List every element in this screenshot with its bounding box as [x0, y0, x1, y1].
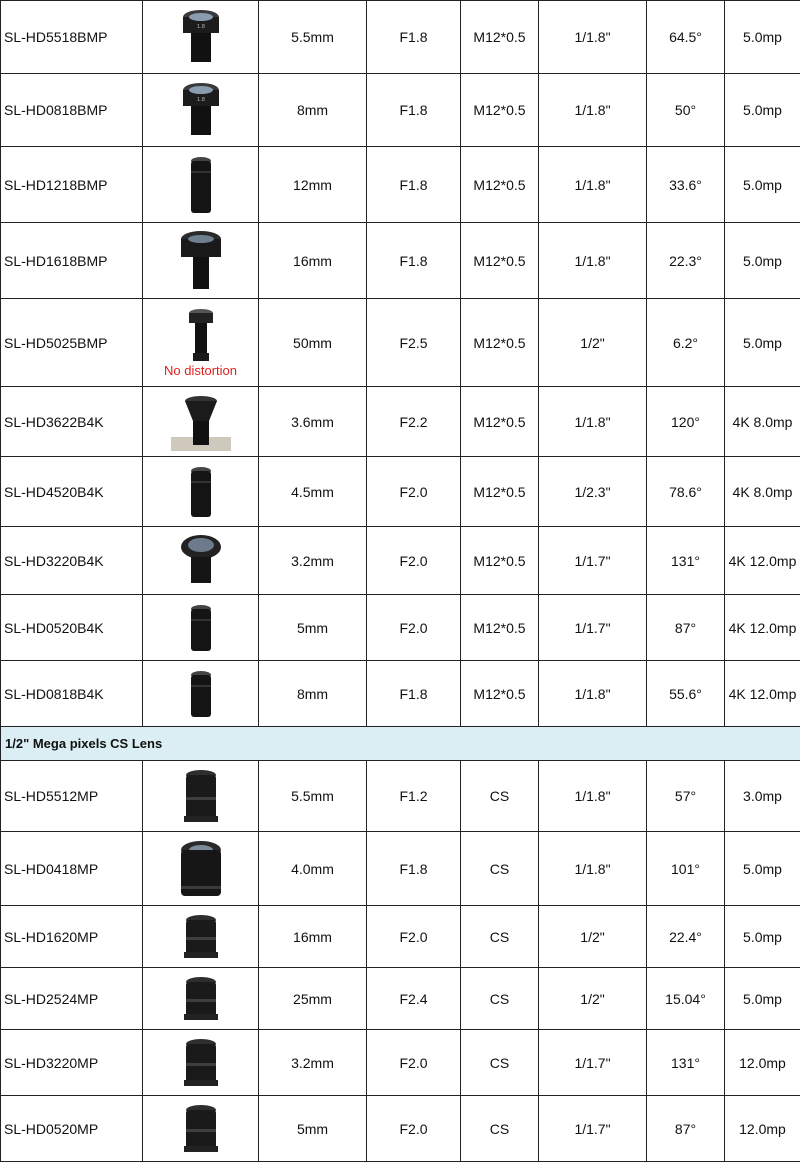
sensor-size-cell: 1/1.8" — [539, 661, 647, 727]
mount-cell: CS — [461, 1030, 539, 1096]
aperture-cell: F2.0 — [367, 1030, 461, 1096]
mount-cell: M12*0.5 — [461, 223, 539, 299]
resolution-cell: 5.0mp — [725, 299, 800, 387]
aperture-cell: F2.4 — [367, 968, 461, 1030]
resolution-cell: 4K 8.0mp — [725, 387, 800, 457]
lens-image-cell — [143, 1096, 259, 1162]
aperture-cell: F2.0 — [367, 595, 461, 661]
table-row — [1, 1096, 800, 1162]
mount-cell: CS — [461, 968, 539, 1030]
field-of-view-cell: 50° — [647, 74, 725, 147]
table-row — [1, 968, 800, 1030]
sensor-size-cell: 1/1.8" — [539, 147, 647, 223]
aperture-cell: F1.8 — [367, 223, 461, 299]
resolution-cell: 5.0mp — [725, 1, 800, 74]
m12-lens-cone-icon — [143, 393, 258, 451]
lens-image-cell — [143, 832, 259, 906]
mount-cell: CS — [461, 906, 539, 968]
model-cell: SL-HD5512MP — [1, 761, 143, 832]
mount-cell: M12*0.5 — [461, 387, 539, 457]
svg-text:1.8: 1.8 — [196, 23, 205, 30]
resolution-cell: 4K 12.0mp — [725, 661, 800, 727]
model-cell: SL-HD4520B4K — [1, 457, 143, 527]
lens-image-cell — [143, 661, 259, 727]
sensor-size-cell: 1/1.8" — [539, 223, 647, 299]
field-of-view-cell: 64.5° — [647, 1, 725, 74]
cs-lens-icon — [143, 974, 258, 1024]
lens-table-body — [1, 1, 800, 1162]
lens-image-cell — [143, 906, 259, 968]
mount-cell: M12*0.5 — [461, 299, 539, 387]
mount-cell: M12*0.5 — [461, 147, 539, 223]
model-cell: SL-HD3220B4K — [1, 527, 143, 595]
section-title: 1/2" Mega pixels CS Lens — [1, 727, 800, 761]
focal-length-cell: 12mm — [259, 147, 367, 223]
resolution-cell: 4K 8.0mp — [725, 457, 800, 527]
mount-cell: CS — [461, 1096, 539, 1162]
table-row — [1, 299, 800, 387]
focal-length-cell: 16mm — [259, 223, 367, 299]
lens-image-cell — [143, 1030, 259, 1096]
sensor-size-cell: 1/1.7" — [539, 1030, 647, 1096]
sensor-size-cell: 1/1.8" — [539, 1, 647, 74]
table-row — [1, 761, 800, 832]
model-cell: SL-HD5025BMP — [1, 299, 143, 387]
sensor-size-cell: 1/1.8" — [539, 761, 647, 832]
lens-note: No distortion — [164, 363, 237, 378]
sensor-size-cell: 1/1.7" — [539, 527, 647, 595]
model-cell: SL-HD5518BMP — [1, 1, 143, 74]
cs-lens-icon — [143, 1036, 258, 1090]
lens-image-cell — [143, 761, 259, 832]
m12-lens-tall-icon — [143, 80, 258, 141]
mount-cell: CS — [461, 761, 539, 832]
resolution-cell: 5.0mp — [725, 832, 800, 906]
field-of-view-cell: 33.6° — [647, 147, 725, 223]
lens-image-cell — [143, 527, 259, 595]
field-of-view-cell: 55.6° — [647, 661, 725, 727]
resolution-cell: 12.0mp — [725, 1030, 800, 1096]
cs-lens-icon — [143, 1102, 258, 1156]
sensor-size-cell: 1/2" — [539, 968, 647, 1030]
focal-length-cell: 3.6mm — [259, 387, 367, 457]
m12-lens-barrel-icon — [143, 463, 258, 521]
svg-text:1.8: 1.8 — [196, 96, 205, 103]
field-of-view-cell: 87° — [647, 1096, 725, 1162]
field-of-view-cell: 22.3° — [647, 223, 725, 299]
field-of-view-cell: 131° — [647, 527, 725, 595]
mount-cell: M12*0.5 — [461, 595, 539, 661]
focal-length-cell: 25mm — [259, 968, 367, 1030]
table-row — [1, 1, 800, 74]
resolution-cell: 3.0mp — [725, 761, 800, 832]
aperture-cell: F2.0 — [367, 906, 461, 968]
lens-image-cell — [143, 968, 259, 1030]
m12-lens-tall-icon — [143, 7, 258, 68]
resolution-cell: 5.0mp — [725, 223, 800, 299]
sensor-size-cell: 1/2" — [539, 299, 647, 387]
mount-cell: M12*0.5 — [461, 1, 539, 74]
mount-cell: M12*0.5 — [461, 74, 539, 147]
table-row — [1, 223, 800, 299]
model-cell: SL-HD2524MP — [1, 968, 143, 1030]
resolution-cell: 4K 12.0mp — [725, 527, 800, 595]
focal-length-cell: 5.5mm — [259, 761, 367, 832]
resolution-cell: 5.0mp — [725, 74, 800, 147]
lens-image-cell — [143, 457, 259, 527]
cs-lens-wide-icon — [143, 838, 258, 900]
focal-length-cell: 8mm — [259, 74, 367, 147]
aperture-cell: F2.0 — [367, 457, 461, 527]
sensor-size-cell: 1/1.7" — [539, 595, 647, 661]
lens-image-cell — [143, 147, 259, 223]
focal-length-cell: 16mm — [259, 906, 367, 968]
table-row — [1, 906, 800, 968]
model-cell: SL-HD0418MP — [1, 832, 143, 906]
aperture-cell: F2.5 — [367, 299, 461, 387]
lens-image-cell — [143, 387, 259, 457]
field-of-view-cell: 120° — [647, 387, 725, 457]
aperture-cell: F2.0 — [367, 1096, 461, 1162]
aperture-cell: F1.8 — [367, 832, 461, 906]
resolution-cell: 5.0mp — [725, 968, 800, 1030]
focal-length-cell: 4.5mm — [259, 457, 367, 527]
focal-length-cell: 5.5mm — [259, 1, 367, 74]
table-row — [1, 527, 800, 595]
model-cell: SL-HD3220MP — [1, 1030, 143, 1096]
mount-cell: M12*0.5 — [461, 661, 539, 727]
model-cell: SL-HD0818B4K — [1, 661, 143, 727]
sensor-size-cell: 1/1.8" — [539, 387, 647, 457]
table-row — [1, 595, 800, 661]
field-of-view-cell: 131° — [647, 1030, 725, 1096]
focal-length-cell: 5mm — [259, 595, 367, 661]
mount-cell: M12*0.5 — [461, 457, 539, 527]
model-cell: SL-HD1620MP — [1, 906, 143, 968]
lens-image-cell — [143, 595, 259, 661]
mount-cell: CS — [461, 832, 539, 906]
focal-length-cell: 4.0mm — [259, 832, 367, 906]
aperture-cell: F1.2 — [367, 761, 461, 832]
focal-length-cell: 3.2mm — [259, 1030, 367, 1096]
model-cell: SL-HD3622B4K — [1, 387, 143, 457]
sensor-size-cell: 1/1.7" — [539, 1096, 647, 1162]
sensor-size-cell: 1/2.3" — [539, 457, 647, 527]
focal-length-cell: 5mm — [259, 1096, 367, 1162]
resolution-cell: 4K 12.0mp — [725, 595, 800, 661]
model-cell: SL-HD0818BMP — [1, 74, 143, 147]
sensor-size-cell: 1/1.8" — [539, 74, 647, 147]
table-row — [1, 832, 800, 906]
table-row — [1, 1030, 800, 1096]
lens-image-cell — [143, 299, 259, 387]
model-cell: SL-HD1618BMP — [1, 223, 143, 299]
field-of-view-cell: 57° — [647, 761, 725, 832]
field-of-view-cell: 78.6° — [647, 457, 725, 527]
aperture-cell: F2.2 — [367, 387, 461, 457]
field-of-view-cell: 87° — [647, 595, 725, 661]
aperture-cell: F1.8 — [367, 74, 461, 147]
focal-length-cell: 8mm — [259, 661, 367, 727]
table-row — [1, 457, 800, 527]
sensor-size-cell: 1/1.8" — [539, 832, 647, 906]
model-cell: SL-HD0520MP — [1, 1096, 143, 1162]
model-cell: SL-HD0520B4K — [1, 595, 143, 661]
aperture-cell: F1.8 — [367, 147, 461, 223]
field-of-view-cell: 6.2° — [647, 299, 725, 387]
aperture-cell: F1.8 — [367, 661, 461, 727]
cs-lens-icon — [143, 767, 258, 826]
cs-lens-icon — [143, 912, 258, 962]
sensor-size-cell: 1/2" — [539, 906, 647, 968]
table-row — [1, 661, 800, 727]
table-row — [1, 74, 800, 147]
m12-lens-wide-icon — [143, 229, 258, 293]
resolution-cell: 5.0mp — [725, 147, 800, 223]
resolution-cell: 12.0mp — [725, 1096, 800, 1162]
focal-length-cell: 3.2mm — [259, 527, 367, 595]
mount-cell: M12*0.5 — [461, 527, 539, 595]
m12-lens-fisheye-icon — [143, 533, 258, 589]
m12-lens-barrel-icon — [143, 667, 258, 721]
m12-lens-barrel-icon — [143, 601, 258, 655]
table-row — [1, 387, 800, 457]
aperture-cell: F2.0 — [367, 527, 461, 595]
lens-image-cell — [143, 1, 259, 74]
m12-lens-long-icon — [143, 307, 258, 365]
model-cell: SL-HD1218BMP — [1, 147, 143, 223]
lens-image-cell — [143, 223, 259, 299]
resolution-cell: 5.0mp — [725, 906, 800, 968]
table-row — [1, 147, 800, 223]
m12-lens-barrel-icon — [143, 153, 258, 217]
field-of-view-cell: 101° — [647, 832, 725, 906]
aperture-cell: F1.8 — [367, 1, 461, 74]
field-of-view-cell: 15.04° — [647, 968, 725, 1030]
focal-length-cell: 50mm — [259, 299, 367, 387]
lens-image-cell — [143, 74, 259, 147]
field-of-view-cell: 22.4° — [647, 906, 725, 968]
section-header-row — [1, 727, 800, 761]
